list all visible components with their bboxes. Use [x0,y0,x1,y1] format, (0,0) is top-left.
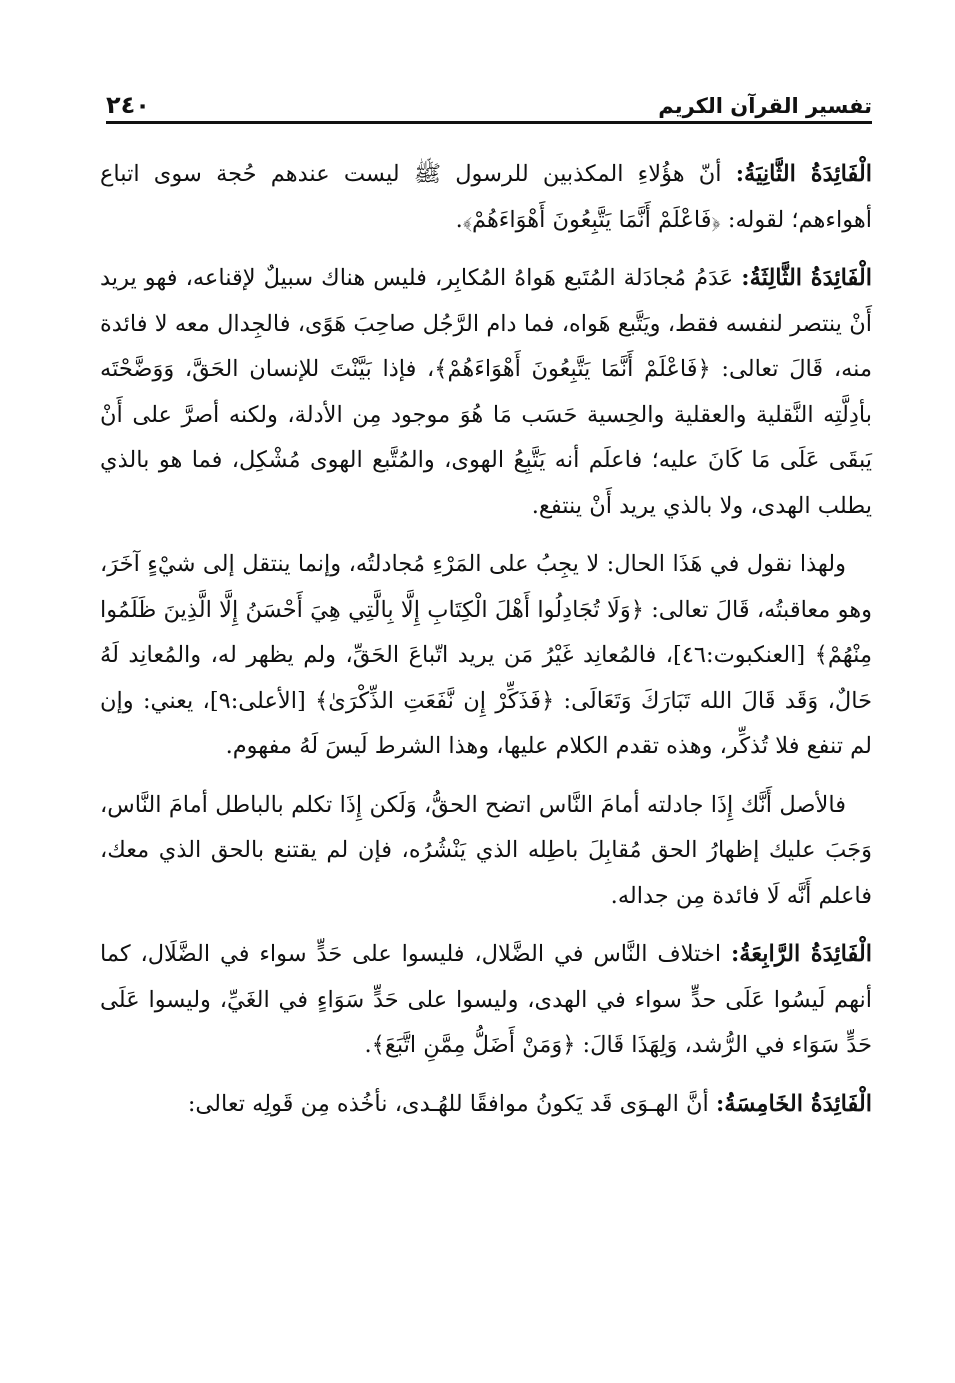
running-title: تفسير القرآن الكريم [658,94,872,118]
paragraph-text: ولهذا نقول في هَذَا الحال: لا يجِبُ على المَرْءِ مُجادلتُه، وإنما ينتقل إلى شيْءٍ آخَرَ، وهو معاقبتُه، قَالَ تعالى: ﴿وَلَا تُجَادِلُوا أَهْلَ الْكِتَابِ إِلَّا بِالَّتِي هِيَ أَحْسَنُ إِلَّا الَّذِينَ ظَلَمُوا مِنْهُمْ﴾ [العنكبوت:٤٦]، فالمُعانِد غَيْرُ مَن يريد اتّباعَ الحَقِّ، ولم يظهر له، والمُعانِد لَهُ حَالٌ، وَقَد قَالَ الله تَبَارَكَ وَتَعَالَى: ﴿فَذَكِّرْ إِن نَّفَعَتِ الذِّكْرَىٰ﴾ [الأعلى:٩]، يعني: وإن لم تنفع فلا تُذكِّر، وهذه تقدم الكلام عليها، وهذا الشرط لَيسَ لَهُ مفهوم. [100,551,873,759]
paragraph-text: عَدَمُ مُجادَلة المُتَبع هَواهُ المُكابِر، فليس هناك سبيلٌ لإقناعه، فهو يريد أَنْ ينتصر لنفسه فقط، ويَتَّبع هَواه، فما دام الرَّجُل صاحِبَ هَوًى، فالجِدال معه لا فائدة منه، قَالَ تعالى: ﴿فَاعْلَمْ أَنَّمَا يَتَّبِعُونَ أَهْوَاءَهُمْ﴾، فإذا بَيَّنْتَ للإنسان الحَقَّ، وَوَضَّحْتَه بأدِلَّتِه النَّقلية والعقلية والحِسية حَسَب مَا هُوَ موجود مِن الأدلة، ولكنه أصرَّ على أَنْ يَبقَى عَلَى مَا كَانَ عليه؛ فاعلَم أنه يَتَّبِعُ الهوى، والمُتَّبع الهوى مُشْكِل، فما هو بالذي يطلب الهدى، ولا بالذي يريد أَنْ ينتفع. [100,265,872,519]
paragraph-benefit-five [100,1082,872,1128]
paragraph-argument-note [100,542,872,770]
paragraph-benefit-three [100,256,872,529]
benefit-heading: الْفَائِدَةُ الثَّالِثَةُ: [741,265,872,291]
benefit-heading: الْفَائِدَةُ الثَّانِيَةُ: [735,161,872,187]
page-number: ٢٤٠ [106,91,150,119]
paragraph-benefit-four [100,932,872,1069]
paragraph-text: فالأصل أَنَّك إِذَا جادلته أمامَ النَّاس اتضح الحقُّ، وَلَكن إِذَا تكلم بالباطل أمامَ النَّاس، وَجَبَ عليك إظهارُ الحق مُقابِلَ باطِله الذي يَنْشُرُه، فإن لم يقتنع بالحق الذي معك، فاعلم أَنَّه لَا فائدة مِن جداله. [100,791,872,909]
paragraph-text: اختلاف النَّاس في الضَّلال، فليسوا على حَدٍّ سواء في الضَّلَال، كما أنهم لَيسُوا عَلَى حدٍّ سواء في الهدى، وليسوا على حَدٍّ سَوَاءٍ في الغَيِّ، وليسوا عَلَى حَدٍّ سَوَاء في الرُّشد، وَلِهَذَا قَالَ: ﴿وَمَنْ أَضَلُّ مِمَّنِ اتَّبَعَ﴾. [100,941,872,1058]
paragraph-benefit-two [100,152,872,243]
benefit-heading: الْفَائِدَةُ الرَّابِعَةُ: [730,941,872,967]
paragraph-text: أنَّ الهـوَى قَد يَكونُ موافقًا للهُـدى، نأخُذه مِن قَولِه تعالى: [187,1090,716,1117]
page-header [106,88,872,124]
paragraph-text: أنّ هؤُلاءِ المكذبين للرسول ﷺ ليست عندهم حُجة سوى اتباع أهواءهم؛ لقوله: ﴿فَاعْلَمْ أَنَّمَا يَتَّبِعُونَ أَهْوَاءَهُمْ﴾. [100,161,872,233]
page-body [100,152,872,1140]
paragraph-principle [100,783,872,920]
benefit-heading: الْفَائِدَةُ الخَامِسَةُ: [715,1090,872,1117]
